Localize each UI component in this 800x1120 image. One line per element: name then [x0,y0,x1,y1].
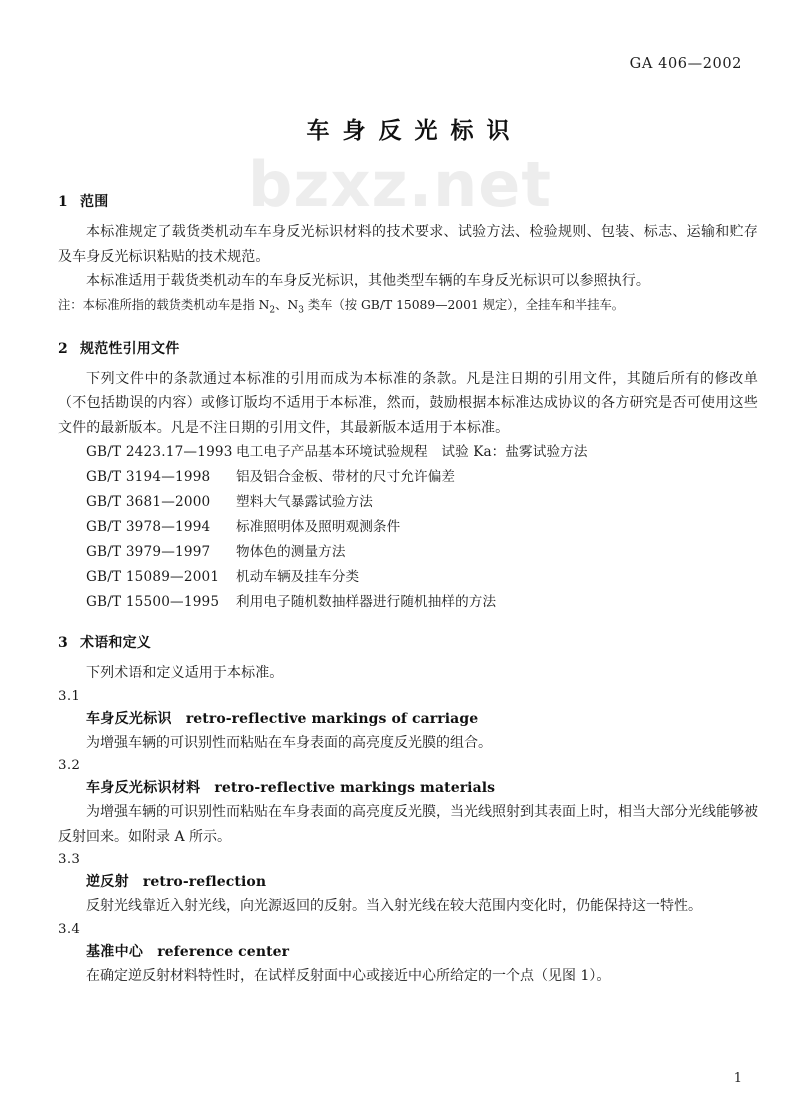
list-item [58,540,758,565]
note-suffix: 类车（按 GB/T 15089—2001 规定），全挂车和半挂车。 [303,297,625,312]
list-item [58,465,758,490]
section-heading-3 [58,632,758,652]
term-definition-3-1: 为增强车辆的可识别性而粘贴在车身表面的高亮度反光膜的组合。 [86,734,492,751]
reference-title: 机动车辆及挂车分类 [236,569,360,586]
clause-number-3-1: 3.1 [58,688,81,704]
section-title-2: 规范性引用文件 [80,340,180,357]
note-subscript-1: 2 [269,304,276,315]
reference-code: GB/T 3681—2000 [86,494,211,511]
reference-title: 电工电子产品基本环境试验规程 试验 Ka：盐雾试验方法 [236,444,588,461]
term-definition-3-2: 为增强车辆的可识别性而粘贴在车身表面的高亮度反光膜，当光线照射到其表面上时，相当大部分光线能够被反射回来。如附录 A 所示。 [58,804,758,845]
term-english: retro-reflective markings materials [214,780,496,797]
reference-code: GB/T 3979—1997 [86,544,211,561]
reference-code: GB/T 15089—2001 [86,569,220,586]
term-chinese: 逆反射 [86,874,129,891]
term-entry-3-2 [58,776,758,800]
reference-title: 铝及铝合金板、带材的尺寸允许偏差 [236,469,456,486]
reference-title: 塑料大气暴露试验方法 [236,494,373,511]
section-2-paragraph-1: 下列文件中的条款通过本标准的引用而成为本标准的条款。凡是注日期的引用文件，其随后所有的修改单（不包括勘误的内容）或修订版均不适用于本标准，然而，鼓励根据本标准达成协议的各方研究是否可使用这些文件的最新版本。凡是不注日期的引用文件，其最新版本适用于本标准。 [58,370,758,436]
section-title-3: 术语和定义 [80,635,151,652]
term-entry-3-1 [58,707,758,731]
reference-code: GB/T 3978—1994 [86,519,211,536]
note-middle: 、N [275,297,299,312]
note-prefix: 注：本标准所指的载货类机动车是指 N [58,297,270,312]
reference-title: 标准照明体及照明观测条件 [236,519,401,536]
term-english: retro-reflection [142,874,267,891]
section-heading-1 [58,191,758,211]
section-heading-2 [58,338,758,358]
reference-code: GB/T 3194—1998 [86,469,211,486]
section-number-3: 3 [58,635,68,652]
reference-code: GB/T 2423.17—1993 [86,444,233,461]
term-entry-3-3 [58,870,758,894]
reference-title: 利用电子随机数抽样器进行随机抽样的方法 [236,594,497,611]
section-1-paragraph-1: 本标准规定了载货类机动车车身反光标识材料的技术要求、试验方法、检验规则、包装、标志、运输和贮存及车身反光标识粘贴的技术规范。 [58,224,758,265]
section-title-1: 范围 [80,194,109,210]
section-number-1: 1 [58,194,68,210]
list-item [58,515,758,540]
reference-code: GB/T 15500—1995 [86,594,220,611]
section-3-paragraph-1: 下列术语和定义适用于本标准。 [86,665,284,682]
term-entry-3-4 [58,940,758,964]
reference-title: 物体色的测量方法 [236,544,346,561]
list-item [58,490,758,515]
standard-number-header: GA 406—2002 [629,56,742,72]
watermark-text: bzxz.net [248,148,552,221]
section-number-2: 2 [58,340,68,357]
page-title: 车身反光标识 [306,117,523,144]
list-item [58,590,758,615]
normative-references-list [58,440,758,615]
section-1-paragraph-2: 本标准适用于载货类机动车的车身反光标识，其他类型车辆的车身反光标识可以参照执行。 [86,273,650,289]
note-subscript-2: 3 [298,304,304,315]
term-chinese: 车身反光标识材料 [86,780,201,797]
term-definition-3-3: 反射光线靠近入射光线，向光源返回的反射。当入射光线在较大范围内变化时，仍能保持这一特性。 [86,898,702,915]
term-english: reference center [157,943,290,960]
document-content [58,112,758,988]
list-item [58,440,758,465]
term-english: retro-reflective markings of carriage [185,710,479,727]
clause-number-3-4: 3.4 [58,921,81,937]
section-1-note [58,294,758,321]
list-item [58,565,758,590]
page-number: 1 [733,1071,742,1086]
clause-number-3-3: 3.3 [58,852,81,868]
term-chinese: 车身反光标识 [86,710,172,727]
term-definition-3-4: 在确定逆反射材料特性时，在试样反射面中心或接近中心所给定的一个点（见图 1）。 [86,967,611,984]
term-chinese: 基准中心 [86,943,144,960]
clause-number-3-2: 3.2 [58,758,81,774]
